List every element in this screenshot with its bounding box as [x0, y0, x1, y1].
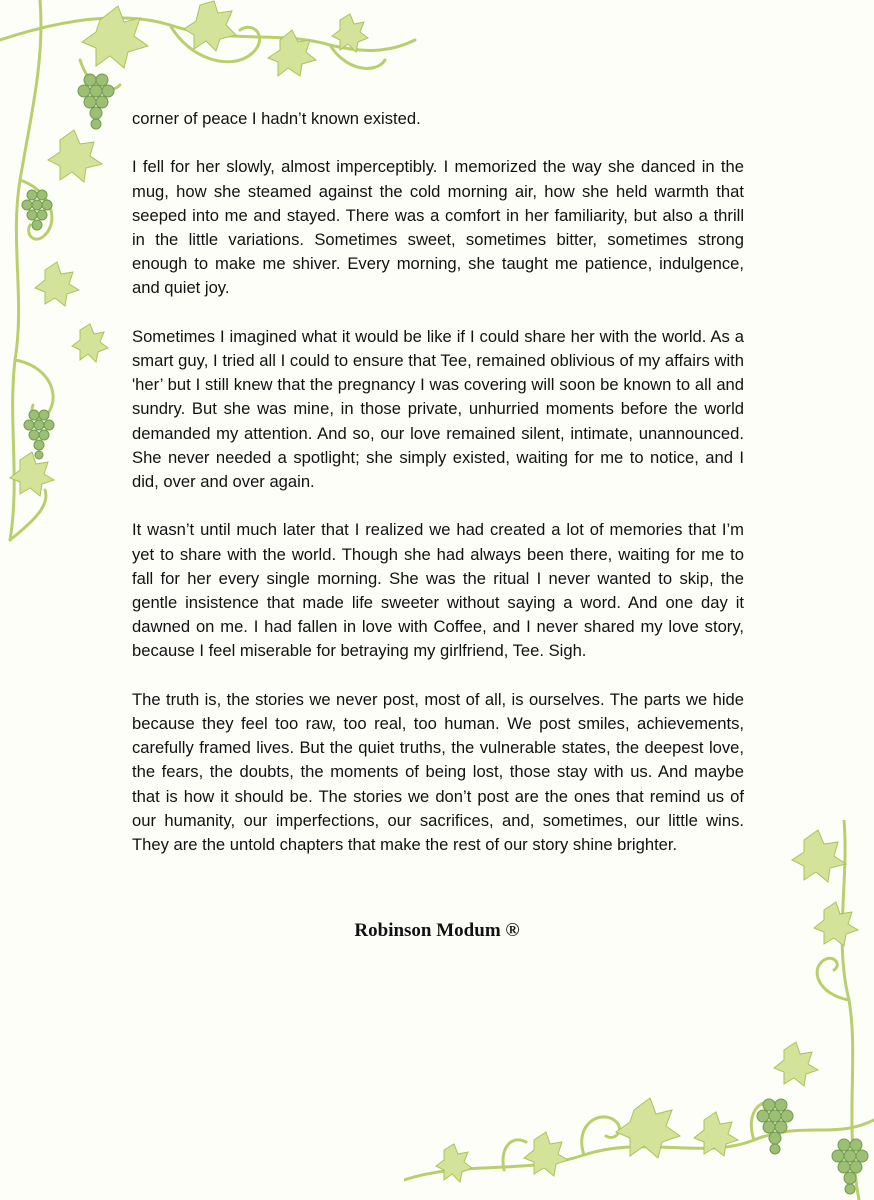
paragraph: Sometimes I imagined what it would be like if I could share her with the world. As a smart guy, I tried all I could to ensure that Tee, remained oblivious of my affairs with 'her’ but I still knew that the pregnancy I was covering will soon be known to all and sundry. But she was mine, in those private, unhurried moments before the world demanded my attention. And so, our love remained silent, intimate, unannounced. She never needed a spotlight; she simply existed, waiting for me to notice, and I did, over and over again. — [132, 326, 744, 492]
paragraph: corner of peace I hadn’t known existed. — [132, 109, 421, 128]
paragraph: I fell for her slowly, almost imperceptibly. I memorized the way she danced in the mug, how she steamed against the cold morning air, how she held warmth that seeped into me and stayed. There was a comfort in her familiarity, but also a thrill in the little variations. Sometimes sweet, sometimes bitter, sometimes strong enough to make me shiver. Every morning, she taught me patience, indulgence, and quiet joy. — [132, 157, 744, 298]
story-text — [132, 107, 744, 881]
author-signature: Robinson Modum ® — [354, 920, 520, 941]
paragraph: The truth is, the stories we never post, most of all, is ourselves. The parts we hide because they feel too raw, too real, too human. We post smiles, achievements, carefully framed lives. But the quiet truths, the vulnerable states, the deepest love, the fears, the doubts, the moments of being lost, those stay with us. And maybe that is how it should be. The stories we don’t post are the ones that remind us of our humanity, our imperfections, our sacrifices, and, sometimes, our little wins. They are the untold chapters that make the rest of our story shine brighter. — [132, 689, 744, 855]
paragraph: It wasn’t until much later that I realized we had created a lot of memories that I’m yet to share with the world. Though she had always been there, waiting for me to fall for her every single morning. She was the ritual I never wanted to skip, the gentle insistence that made life sweeter without saying a word. And one day it dawned on me. I had fallen in love with Coffee, and I never shared my love story, because I feel miserable for betraying my girlfriend, Tee. Sigh. — [132, 520, 744, 661]
